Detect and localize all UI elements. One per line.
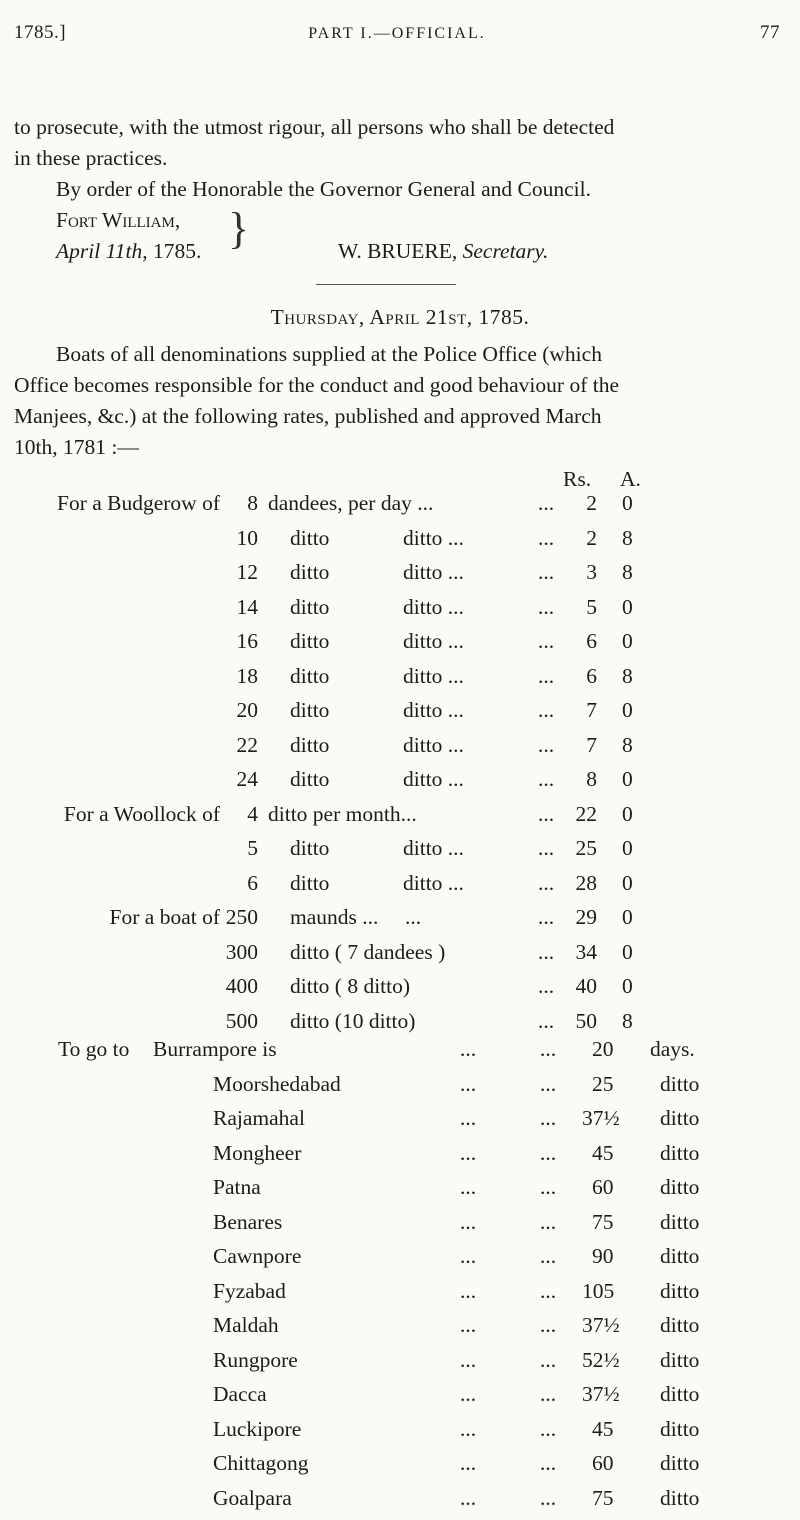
journey-row bbox=[0, 1348, 800, 1382]
signature-date bbox=[56, 236, 201, 267]
rate-dots: ... bbox=[538, 767, 555, 791]
rate-desc: ditto bbox=[290, 629, 330, 653]
journey-place: Rajamahal bbox=[213, 1106, 305, 1130]
rate-row bbox=[0, 491, 800, 525]
journey-dots-2: ... bbox=[540, 1416, 557, 1441]
rate-row bbox=[0, 664, 800, 698]
journey-row bbox=[0, 1141, 800, 1175]
rate-annas: 0 bbox=[622, 629, 633, 653]
rate-annas: 8 bbox=[622, 1008, 633, 1033]
rate-desc: ditto ( 8 ditto) bbox=[290, 974, 411, 998]
rate-row bbox=[0, 905, 800, 939]
rate-desc: ditto bbox=[290, 525, 330, 550]
journey-dots-1: ... bbox=[460, 1382, 477, 1406]
journey-unit: ditto bbox=[660, 1278, 700, 1303]
journey-unit: ditto bbox=[660, 1175, 700, 1199]
rate-row bbox=[0, 802, 800, 836]
rate-prefix: For a Woollock of bbox=[63, 801, 220, 826]
rate-dots: ... bbox=[538, 801, 555, 826]
rate-row bbox=[0, 629, 800, 663]
journey-row bbox=[0, 1313, 800, 1347]
intro-line-2: in these practices. bbox=[14, 146, 168, 170]
journey-dots-2: ... bbox=[540, 1451, 557, 1475]
journey-row bbox=[0, 1417, 800, 1451]
rate-number: 24 bbox=[236, 767, 258, 791]
journey-dots-1: ... bbox=[460, 1244, 477, 1268]
journey-place: Benares bbox=[213, 1209, 283, 1234]
signature-place: Fort William, bbox=[56, 208, 181, 232]
rate-dots: ... bbox=[538, 560, 555, 584]
rate-desc: ditto bbox=[290, 870, 330, 895]
journey-place: Mongheer bbox=[213, 1140, 302, 1165]
rate-row bbox=[0, 595, 800, 629]
rate-rupees: 50 bbox=[575, 1008, 597, 1033]
journey-dots-2: ... bbox=[540, 1175, 557, 1199]
rate-number: 6 bbox=[247, 870, 258, 895]
rate-desc: ditto per month... bbox=[268, 801, 417, 826]
rate-dots: ... bbox=[538, 870, 555, 895]
rate-desc: ditto bbox=[290, 836, 330, 860]
journey-days: 25 bbox=[592, 1071, 614, 1096]
journey-dots-2: ... bbox=[540, 1071, 557, 1096]
rate-desc: maunds ... bbox=[290, 905, 379, 929]
signature-date-suffix: , 1785. bbox=[142, 239, 202, 263]
journey-dots-1: ... bbox=[460, 1485, 477, 1510]
rate-rupees: 28 bbox=[575, 870, 597, 895]
journey-place: Burrampore is bbox=[153, 1037, 277, 1061]
journey-dots-2: ... bbox=[540, 1313, 557, 1337]
journey-place: Luckipore bbox=[213, 1416, 302, 1441]
rate-number: 300 bbox=[225, 939, 258, 964]
rate-rupees: 6 bbox=[586, 629, 597, 653]
order-line: By order of the Honorable the Governor General and Council. bbox=[56, 177, 591, 201]
rate-dots: ... bbox=[538, 698, 555, 722]
rate-number: 16 bbox=[236, 629, 258, 653]
rate-number: 22 bbox=[236, 732, 258, 757]
rate-dots: ... bbox=[538, 491, 555, 515]
journey-row bbox=[0, 1279, 800, 1313]
rate-dots: ... bbox=[538, 1008, 555, 1033]
rates-table bbox=[0, 491, 800, 1051]
rate-desc-2: ... bbox=[405, 905, 422, 929]
journey-place: Dacca bbox=[213, 1382, 267, 1406]
rate-annas: 0 bbox=[622, 939, 633, 964]
rate-number: 20 bbox=[236, 698, 258, 722]
journeys-table bbox=[0, 1037, 800, 1510]
signature-date-prefix: April bbox=[56, 239, 106, 263]
running-header bbox=[14, 22, 780, 52]
journey-dots-2: ... bbox=[540, 1347, 557, 1372]
journey-unit: ditto bbox=[660, 1106, 700, 1130]
journey-days: 105 bbox=[582, 1278, 615, 1303]
rate-row bbox=[0, 526, 800, 560]
header-year: 1785.] bbox=[14, 22, 67, 43]
journey-row bbox=[0, 1037, 800, 1071]
journey-row bbox=[0, 1072, 800, 1106]
rate-row bbox=[0, 836, 800, 870]
rate-prefix: For a Budgerow of bbox=[56, 491, 220, 515]
journey-dots-2: ... bbox=[540, 1140, 557, 1165]
rate-row bbox=[0, 871, 800, 905]
rate-rupees: 7 bbox=[586, 698, 597, 722]
journey-dots-1: ... bbox=[460, 1037, 477, 1061]
rate-rupees: 40 bbox=[575, 974, 597, 998]
rate-dots: ... bbox=[538, 939, 555, 964]
journey-dots-2: ... bbox=[540, 1037, 557, 1061]
rate-number: 12 bbox=[236, 560, 258, 584]
rate-row bbox=[0, 974, 800, 1008]
rate-number: 8 bbox=[247, 491, 258, 515]
journey-days: 75 bbox=[592, 1209, 614, 1234]
journey-row bbox=[0, 1451, 800, 1485]
rate-rupees: 5 bbox=[586, 594, 597, 619]
journey-unit: ditto bbox=[660, 1485, 700, 1510]
rate-rupees: 6 bbox=[586, 663, 597, 688]
journey-unit: ditto bbox=[660, 1416, 700, 1441]
signature-date-day: 11th bbox=[105, 239, 143, 263]
journey-row bbox=[0, 1175, 800, 1209]
rate-annas: 0 bbox=[622, 767, 633, 791]
journey-row bbox=[0, 1382, 800, 1416]
journey-dots-2: ... bbox=[540, 1278, 557, 1303]
rate-annas: 0 bbox=[622, 698, 633, 722]
journey-unit: days. bbox=[650, 1037, 695, 1061]
entry-date: Thursday, April 21st, 1785. bbox=[270, 305, 530, 329]
rate-number: 18 bbox=[236, 663, 258, 688]
rate-desc-2: ditto ... bbox=[403, 663, 464, 688]
journey-place: Patna bbox=[213, 1175, 261, 1199]
journey-place: Goalpara bbox=[213, 1485, 292, 1510]
rate-number: 250 bbox=[225, 905, 258, 929]
journey-days: 75 bbox=[592, 1485, 614, 1510]
rate-rupees: 7 bbox=[586, 732, 597, 757]
rate-annas: 8 bbox=[622, 560, 633, 584]
rate-annas: 8 bbox=[622, 732, 633, 757]
rate-annas: 8 bbox=[622, 525, 633, 550]
journey-unit: ditto bbox=[660, 1209, 700, 1234]
rate-desc-2: ditto ... bbox=[403, 836, 464, 860]
rate-rupees: 29 bbox=[575, 905, 597, 929]
header-part: PART I.—OFFICIAL. bbox=[308, 25, 486, 42]
rate-row bbox=[0, 940, 800, 974]
signature-name bbox=[338, 236, 548, 267]
rate-desc: ditto bbox=[290, 698, 330, 722]
rate-rupees: 34 bbox=[575, 939, 597, 964]
rate-annas: 0 bbox=[622, 905, 633, 929]
journey-dots-2: ... bbox=[540, 1244, 557, 1268]
rate-annas: 0 bbox=[622, 836, 633, 860]
entry-text-3: Manjees, &c.) at the following rates, published and approved March bbox=[14, 404, 602, 428]
rate-number: 4 bbox=[247, 801, 258, 826]
rate-annas: 0 bbox=[622, 491, 633, 515]
journey-row bbox=[0, 1106, 800, 1140]
journey-place: Rungpore bbox=[213, 1347, 298, 1372]
journey-dots-1: ... bbox=[460, 1451, 477, 1475]
journey-days: 45 bbox=[592, 1140, 614, 1165]
rate-rupees: 3 bbox=[586, 560, 597, 584]
rate-row bbox=[0, 698, 800, 732]
rate-desc: dandees, per day ... bbox=[268, 491, 434, 515]
rate-rupees: 2 bbox=[586, 525, 597, 550]
journey-days: 90 bbox=[592, 1244, 614, 1268]
rate-annas: 8 bbox=[622, 663, 633, 688]
rate-row bbox=[0, 733, 800, 767]
rate-desc: ditto bbox=[290, 594, 330, 619]
rate-desc: ditto bbox=[290, 732, 330, 757]
rate-desc-2: ditto ... bbox=[403, 870, 464, 895]
rate-number: 400 bbox=[225, 974, 258, 998]
rate-number: 5 bbox=[247, 836, 258, 860]
intro-line-1: to prosecute, with the utmost rigour, all persons who shall be detected bbox=[14, 115, 615, 139]
journey-days: 37½ bbox=[582, 1382, 620, 1406]
rate-dots: ... bbox=[538, 905, 555, 929]
journey-place: Moorshedabad bbox=[213, 1071, 341, 1096]
rate-annas: 0 bbox=[622, 801, 633, 826]
journey-row bbox=[0, 1486, 800, 1520]
journey-place: Fyzabad bbox=[213, 1278, 286, 1303]
rate-desc: ditto bbox=[290, 767, 330, 791]
journey-dots-1: ... bbox=[460, 1140, 477, 1165]
rate-desc-2: ditto ... bbox=[403, 732, 464, 757]
rate-desc-2: ditto ... bbox=[403, 767, 464, 791]
journey-dots-1: ... bbox=[460, 1347, 477, 1372]
journey-days: 37½ bbox=[582, 1313, 620, 1337]
journey-days: 60 bbox=[592, 1175, 614, 1199]
journey-days: 52½ bbox=[582, 1347, 620, 1372]
rate-dots: ... bbox=[538, 663, 555, 688]
rate-rupees: 22 bbox=[575, 801, 597, 826]
rate-desc-2: ditto ... bbox=[403, 629, 464, 653]
journey-dots-2: ... bbox=[540, 1382, 557, 1406]
journey-unit: ditto bbox=[660, 1451, 700, 1475]
journey-dots-1: ... bbox=[460, 1209, 477, 1234]
rate-dots: ... bbox=[538, 732, 555, 757]
rate-desc-2: ditto ... bbox=[403, 594, 464, 619]
rate-row bbox=[0, 767, 800, 801]
journey-place: Cawnpore bbox=[213, 1244, 302, 1268]
journey-dots-1: ... bbox=[460, 1278, 477, 1303]
journey-days: 20 bbox=[592, 1037, 614, 1061]
rate-desc-2: ditto ... bbox=[403, 525, 464, 550]
rate-dots: ... bbox=[538, 836, 555, 860]
entry-text-4: 10th, 1781 :— bbox=[14, 435, 139, 459]
rate-prefix: For a boat of bbox=[109, 905, 220, 929]
journey-days: 60 bbox=[592, 1451, 614, 1475]
rate-desc: ditto bbox=[290, 560, 330, 584]
rate-desc-2: ditto ... bbox=[403, 698, 464, 722]
rate-number: 14 bbox=[236, 594, 258, 619]
header-rs: Rs. bbox=[563, 467, 592, 491]
entry-text-1: Boats of all denominations supplied at the Police Office (which bbox=[56, 342, 602, 366]
journey-row bbox=[0, 1210, 800, 1244]
signer-title: Secretary. bbox=[462, 239, 549, 263]
signer-name: W. BRUERE, bbox=[338, 239, 458, 263]
rate-row bbox=[0, 560, 800, 594]
page-number: 77 bbox=[760, 22, 780, 43]
journey-place: Chittagong bbox=[213, 1451, 309, 1475]
rate-annas: 0 bbox=[622, 870, 633, 895]
rate-number: 500 bbox=[225, 1008, 258, 1033]
rate-dots: ... bbox=[538, 525, 555, 550]
journey-days: 37½ bbox=[582, 1106, 620, 1130]
separator-rule bbox=[316, 284, 456, 285]
journey-dots-1: ... bbox=[460, 1313, 477, 1337]
rate-rupees: 25 bbox=[575, 836, 597, 860]
journey-dots-1: ... bbox=[460, 1175, 477, 1199]
journey-unit: ditto bbox=[660, 1382, 700, 1406]
rate-rupees: 2 bbox=[586, 491, 597, 515]
rate-desc: ditto ( 7 dandees ) bbox=[290, 939, 446, 964]
journey-unit: ditto bbox=[660, 1347, 700, 1372]
rate-rupees: 8 bbox=[586, 767, 597, 791]
journey-dots-2: ... bbox=[540, 1209, 557, 1234]
journey-prefix: To go to bbox=[58, 1037, 130, 1061]
entry-text-2: Office becomes responsible for the conduct and good behaviour of the bbox=[14, 373, 619, 397]
rate-desc: ditto bbox=[290, 663, 330, 688]
journey-unit: ditto bbox=[660, 1140, 700, 1165]
brace: } bbox=[228, 204, 250, 253]
journey-days: 45 bbox=[592, 1416, 614, 1441]
rate-dots: ... bbox=[538, 629, 555, 653]
rate-annas: 0 bbox=[622, 974, 633, 998]
header-an: A. bbox=[620, 467, 641, 491]
journey-place: Maldah bbox=[213, 1313, 279, 1337]
rate-desc-2: ditto ... bbox=[403, 560, 464, 584]
journey-dots-2: ... bbox=[540, 1485, 557, 1510]
rate-dots: ... bbox=[538, 594, 555, 619]
journey-dots-1: ... bbox=[460, 1106, 477, 1130]
journey-dots-1: ... bbox=[460, 1416, 477, 1441]
rate-number: 10 bbox=[236, 525, 258, 550]
rate-annas: 0 bbox=[622, 594, 633, 619]
journey-unit: ditto bbox=[660, 1313, 700, 1337]
journey-dots-2: ... bbox=[540, 1106, 557, 1130]
journey-row bbox=[0, 1244, 800, 1278]
journey-dots-1: ... bbox=[460, 1071, 477, 1096]
rate-desc: ditto (10 ditto) bbox=[290, 1008, 416, 1033]
rate-dots: ... bbox=[538, 974, 555, 998]
journey-unit: ditto bbox=[660, 1071, 700, 1096]
journey-unit: ditto bbox=[660, 1244, 700, 1268]
